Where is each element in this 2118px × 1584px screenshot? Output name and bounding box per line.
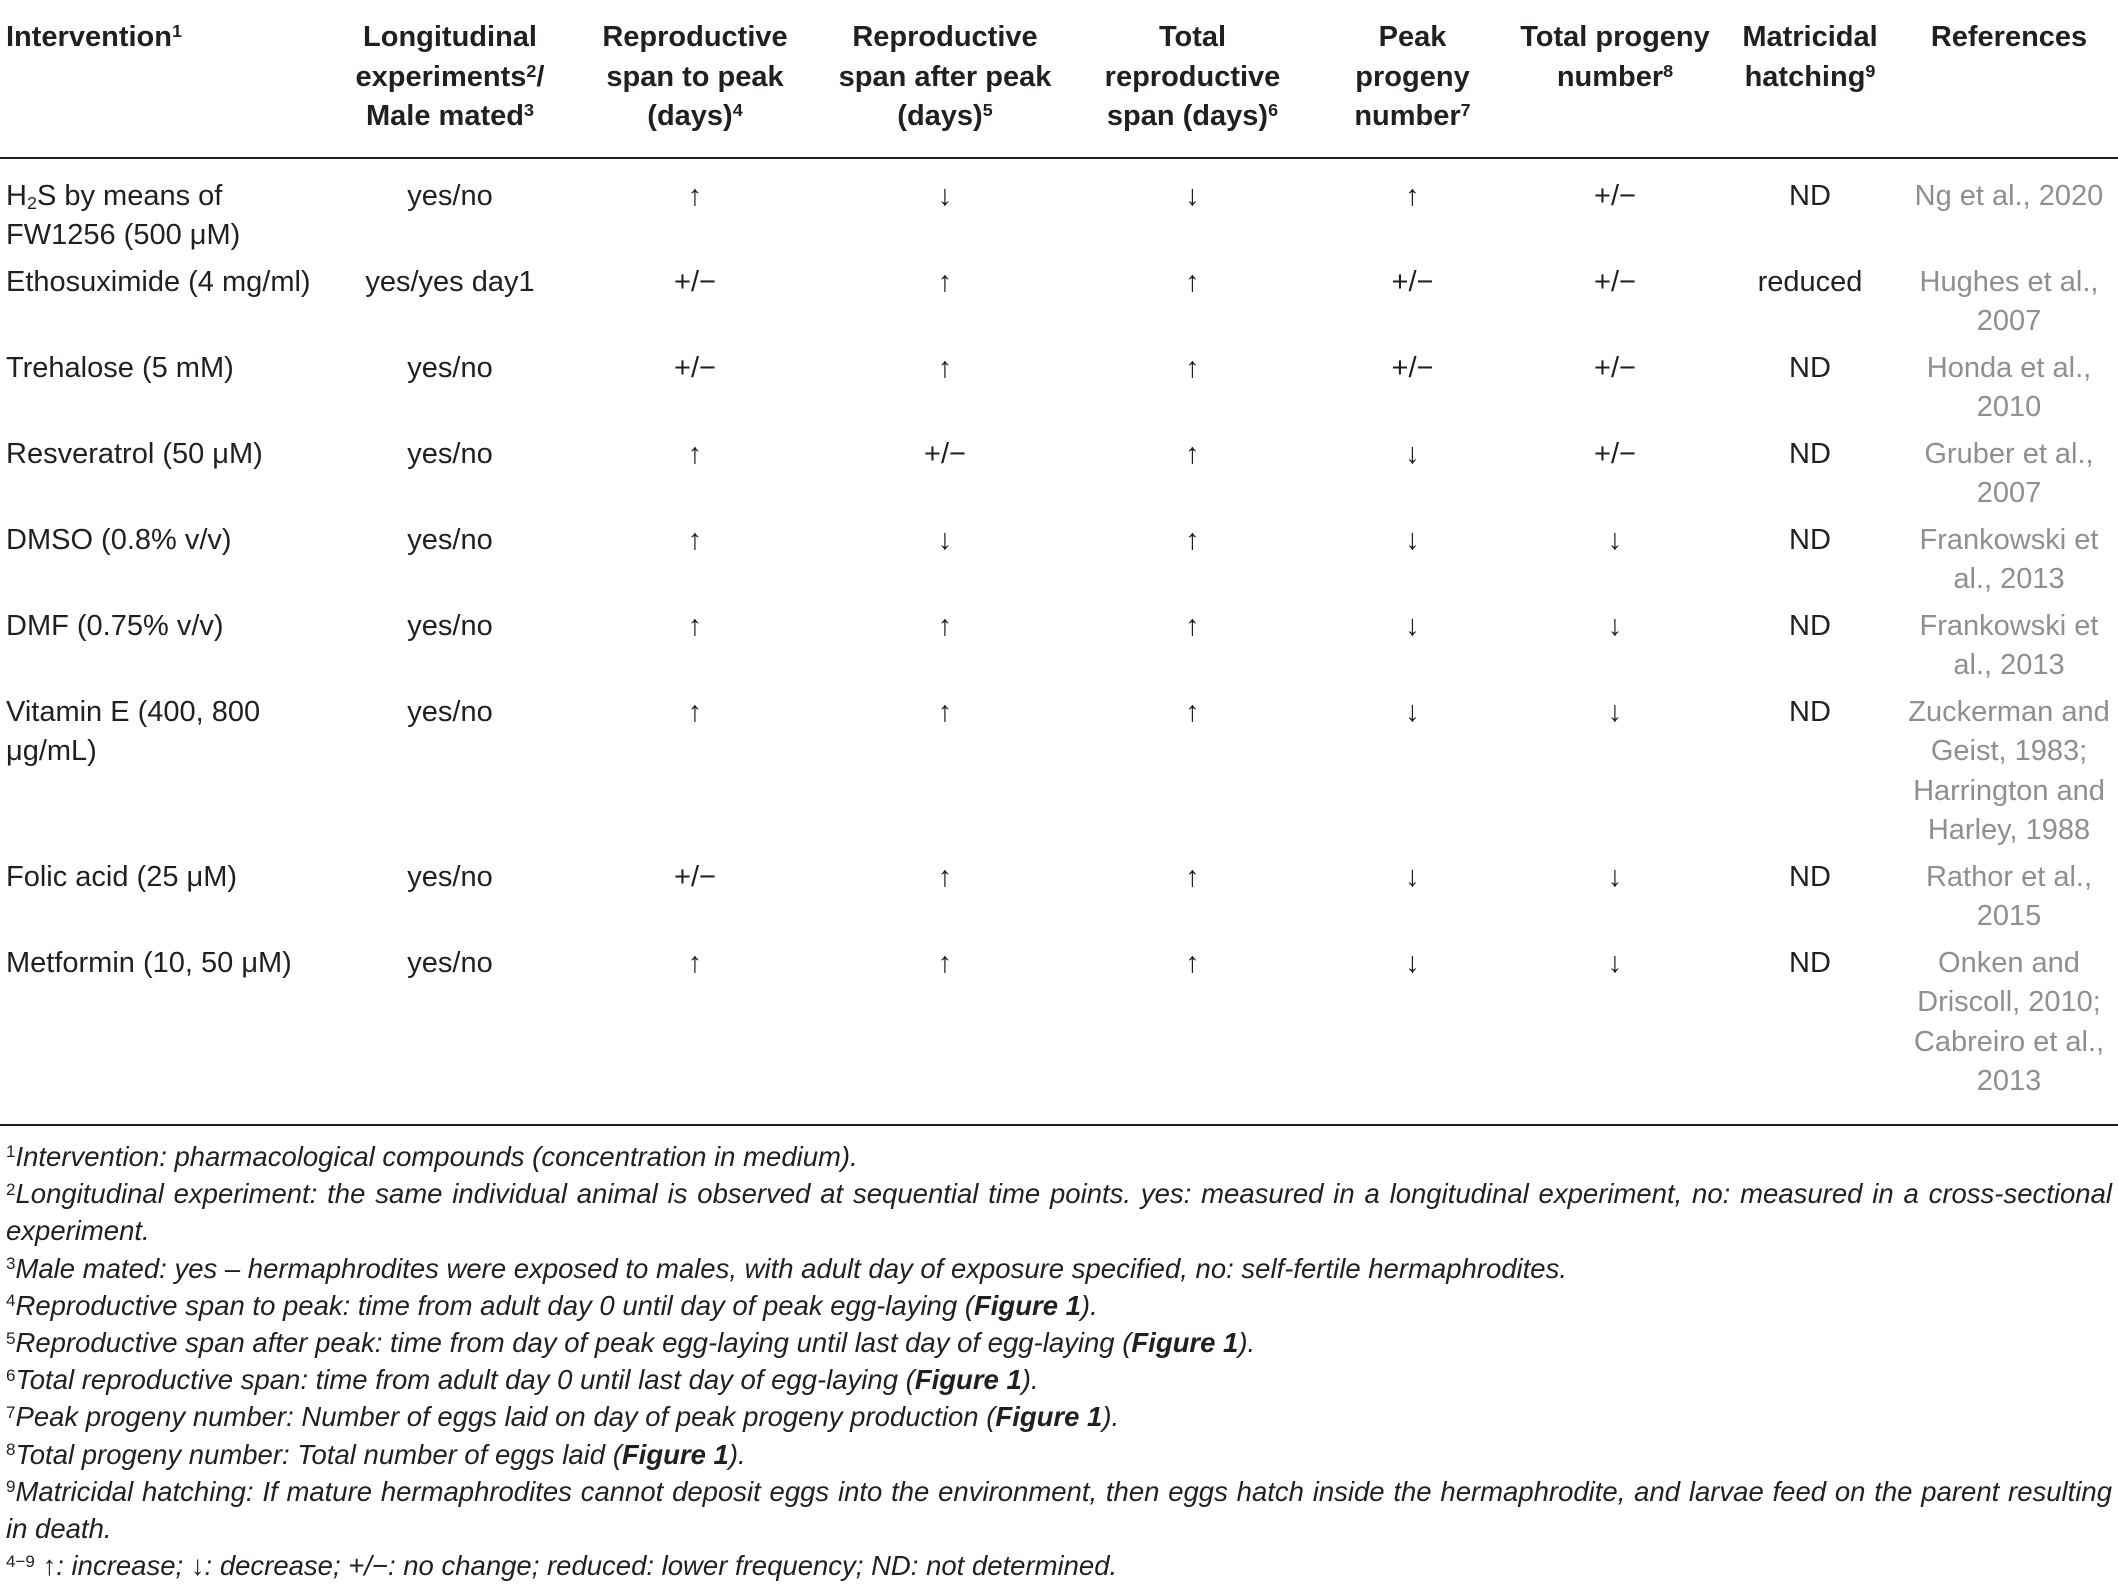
cell-references: Zuckerman and Geist, 1983; Harrington and Harley, 1988 bbox=[1908, 695, 2110, 846]
cell-span-to-peak: ↑ bbox=[687, 437, 703, 470]
cell-total-progeny: ↓ bbox=[1607, 609, 1623, 642]
cell-matricidal: ND bbox=[1789, 437, 1831, 470]
header-span-after-peak: Reproductive span after peak (days)$^5$ bbox=[820, 0, 1070, 158]
cell-peak-progeny: ↓ bbox=[1405, 523, 1420, 556]
cell-intervention: Metformin (10, 50 μM) bbox=[0, 942, 330, 1125]
footnote: $^1$Intervention: pharmacological compounds (concentration in medium). bbox=[6, 1141, 858, 1172]
cell-references: Frankowski et al., 2013 bbox=[1919, 609, 2099, 681]
cell-total-span: ↑ bbox=[1185, 695, 1200, 728]
cell-longitudinal: yes/no bbox=[407, 351, 493, 384]
cell-peak-progeny: ↓ bbox=[1405, 609, 1420, 642]
cell-longitudinal: yes/no bbox=[407, 179, 493, 212]
cell-total-span: ↑ bbox=[1185, 351, 1200, 384]
cell-span-after-peak: ↑ bbox=[937, 609, 953, 642]
cell-span-to-peak: ↑ bbox=[570, 942, 820, 1125]
cell-span-after-peak: ↑ bbox=[820, 942, 1070, 1125]
table-row bbox=[0, 261, 2118, 347]
cell-span-after-peak: ↓ bbox=[937, 523, 953, 556]
cell-span-to-peak: +/− bbox=[674, 351, 716, 384]
cell-span-to-peak: ↑ bbox=[687, 523, 703, 556]
header-matricidal: Matricidal hatching$^9$ bbox=[1720, 0, 1900, 158]
footnote: $^{4-9}$ ↑: increase; ↓: decrease; +/−: no change; reduced: lower frequency; ND: not determined. bbox=[6, 1550, 1118, 1582]
table-row bbox=[0, 158, 2118, 261]
cell-longitudinal: yes/no bbox=[330, 942, 570, 1125]
cell-references: Onken and Driscoll, 2010; Cabreiro et al., 2013 bbox=[1900, 942, 2118, 1125]
header-intervention: Intervention$^1$ bbox=[0, 0, 330, 158]
footnote: $^5$Reproductive span after peak: time from day of peak egg-laying until last day of egg-laying (Figure 1). bbox=[6, 1327, 1256, 1359]
cell-matricidal: ND bbox=[1789, 179, 1831, 212]
cell-matricidal: ND bbox=[1720, 942, 1900, 1125]
cell-intervention: Ethosuximide (4 mg/ml) bbox=[6, 265, 311, 298]
cell-total-span: ↑ bbox=[1185, 265, 1200, 298]
cell-total-span: ↑ bbox=[1185, 609, 1200, 642]
cell-total-progeny: ↓ bbox=[1607, 523, 1623, 556]
header-row bbox=[0, 0, 2118, 158]
cell-references: Frankowski et al., 2013 bbox=[1919, 523, 2099, 595]
header-longitudinal: Longitudinal experiments$^2$/ Male mated$^3$ bbox=[330, 0, 570, 158]
cell-intervention: $H_2S$ by means of FW1256 (500 μM) bbox=[6, 179, 241, 251]
header-peak-progeny: Peak progeny number$^7$ bbox=[1315, 0, 1510, 158]
cell-total-progeny: +/− bbox=[1594, 265, 1636, 298]
table-row bbox=[0, 942, 2118, 1125]
cell-longitudinal: yes/no bbox=[407, 860, 493, 893]
cell-longitudinal: yes/no bbox=[407, 437, 493, 470]
header-total-span: Total reproductive span (days)$^6$ bbox=[1070, 0, 1315, 158]
cell-peak-progeny: +/− bbox=[1391, 265, 1434, 298]
cell-span-after-peak: +/− bbox=[924, 437, 966, 470]
cell-intervention: Vitamin E (400, 800 μg/mL) bbox=[6, 695, 261, 767]
cell-longitudinal: yes/no bbox=[407, 695, 493, 728]
table-row bbox=[0, 519, 2118, 605]
table-row bbox=[0, 605, 2118, 691]
cell-longitudinal: yes/yes day1 bbox=[365, 265, 535, 298]
footnote: $^4$Reproductive span to peak: time from adult day 0 until day of peak egg-laying (Figure 1). bbox=[6, 1289, 1098, 1321]
cell-span-after-peak: ↑ bbox=[937, 695, 953, 728]
cell-peak-progeny: ↓ bbox=[1315, 942, 1510, 1125]
cell-longitudinal: yes/no bbox=[407, 609, 493, 642]
cell-peak-progeny: ↓ bbox=[1405, 860, 1420, 893]
cell-total-span: ↑ bbox=[1070, 942, 1315, 1125]
cell-span-after-peak: ↑ bbox=[937, 265, 953, 298]
cell-intervention: DMSO (0.8% v/v) bbox=[6, 523, 232, 556]
header-references: References bbox=[1900, 0, 2118, 158]
cell-total-span: ↑ bbox=[1185, 860, 1200, 893]
cell-references: Gruber et al., 2007 bbox=[1924, 437, 2094, 509]
cell-matricidal: ND bbox=[1789, 609, 1831, 642]
cell-references: Hughes et al., 2007 bbox=[1919, 265, 2099, 337]
cell-matricidal: ND bbox=[1789, 860, 1831, 893]
footnote: $^7$Peak progeny number: Number of eggs laid on day of peak progeny production (Figure 1). bbox=[6, 1401, 1120, 1433]
cell-matricidal: ND bbox=[1789, 351, 1831, 384]
footnotes bbox=[6, 1138, 2112, 1584]
cell-total-span: ↑ bbox=[1185, 523, 1200, 556]
cell-total-span: ↓ bbox=[1185, 179, 1200, 212]
cell-matricidal: ND bbox=[1789, 695, 1831, 728]
cell-span-after-peak: ↑ bbox=[937, 351, 953, 384]
cell-references: Rathor et al., 2015 bbox=[1925, 860, 2093, 932]
cell-span-after-peak: ↑ bbox=[937, 860, 953, 893]
header-total-progeny: Total progeny number$^8$ bbox=[1510, 0, 1720, 158]
table-row bbox=[0, 347, 2118, 433]
cell-matricidal: ND bbox=[1789, 523, 1831, 556]
cell-peak-progeny: ↓ bbox=[1405, 437, 1420, 470]
cell-peak-progeny: +/− bbox=[1391, 351, 1434, 384]
cell-total-progeny: +/− bbox=[1594, 179, 1636, 212]
cell-total-progeny: +/− bbox=[1594, 437, 1636, 470]
header-span-to-peak: Reproductive span to peak (days)$^4$ bbox=[570, 0, 820, 158]
table-row bbox=[0, 856, 2118, 942]
cell-total-progeny: ↓ bbox=[1607, 695, 1623, 728]
footnote: $^9$Matricidal hatching: If mature hermaphrodites cannot deposit eggs into the environment, then eggs hatch inside the hermaphrodite, and larvae feed on the parent resulting in death. bbox=[6, 1475, 2112, 1545]
cell-matricidal: reduced bbox=[1757, 265, 1863, 298]
table-row bbox=[0, 691, 2118, 856]
cell-intervention: Folic acid (25 μM) bbox=[6, 860, 238, 893]
cell-longitudinal: yes/no bbox=[407, 523, 493, 556]
cell-span-to-peak: ↑ bbox=[687, 179, 703, 212]
footnote: $^6$Total reproductive span: time from adult day 0 until last day of egg-laying (Figure 1). bbox=[6, 1364, 1039, 1396]
cell-peak-progeny: ↓ bbox=[1405, 695, 1420, 728]
cell-peak-progeny: ↑ bbox=[1405, 179, 1420, 212]
cell-span-to-peak: +/− bbox=[674, 860, 716, 893]
cell-intervention: Resveratrol (50 μM) bbox=[6, 437, 263, 470]
cell-intervention: DMF (0.75% v/v) bbox=[6, 609, 224, 642]
cell-total-span: ↑ bbox=[1185, 437, 1200, 470]
cell-span-to-peak: +/− bbox=[674, 265, 716, 298]
footnote: $^3$Male mated: yes – hermaphrodites were exposed to males, with adult day of exposure specified, no: self-fertile hermaphrodites. bbox=[6, 1252, 1567, 1284]
footnote: $^2$Longitudinal experiment: the same individual animal is observed at sequential time points. yes: measured in a longitudinal experiment, no: measured in a cross-sectional experiment. bbox=[6, 1178, 2112, 1247]
cell-total-progeny: ↓ bbox=[1607, 860, 1623, 893]
cell-references: Honda et al., 2010 bbox=[1926, 351, 2092, 423]
cell-total-progeny: +/− bbox=[1594, 351, 1636, 384]
cell-total-progeny: ↓ bbox=[1510, 942, 1720, 1125]
cell-references: Ng et al., 2020 bbox=[1914, 179, 2104, 212]
footnote: $^8$Total progeny number: Total number of eggs laid (Figure 1). bbox=[6, 1438, 746, 1470]
cell-span-to-peak: ↑ bbox=[687, 695, 703, 728]
cell-span-after-peak: ↓ bbox=[937, 179, 953, 212]
cell-span-to-peak: ↑ bbox=[687, 609, 703, 642]
table-row bbox=[0, 433, 2118, 519]
cell-intervention: Trehalose (5 mM) bbox=[6, 351, 234, 384]
